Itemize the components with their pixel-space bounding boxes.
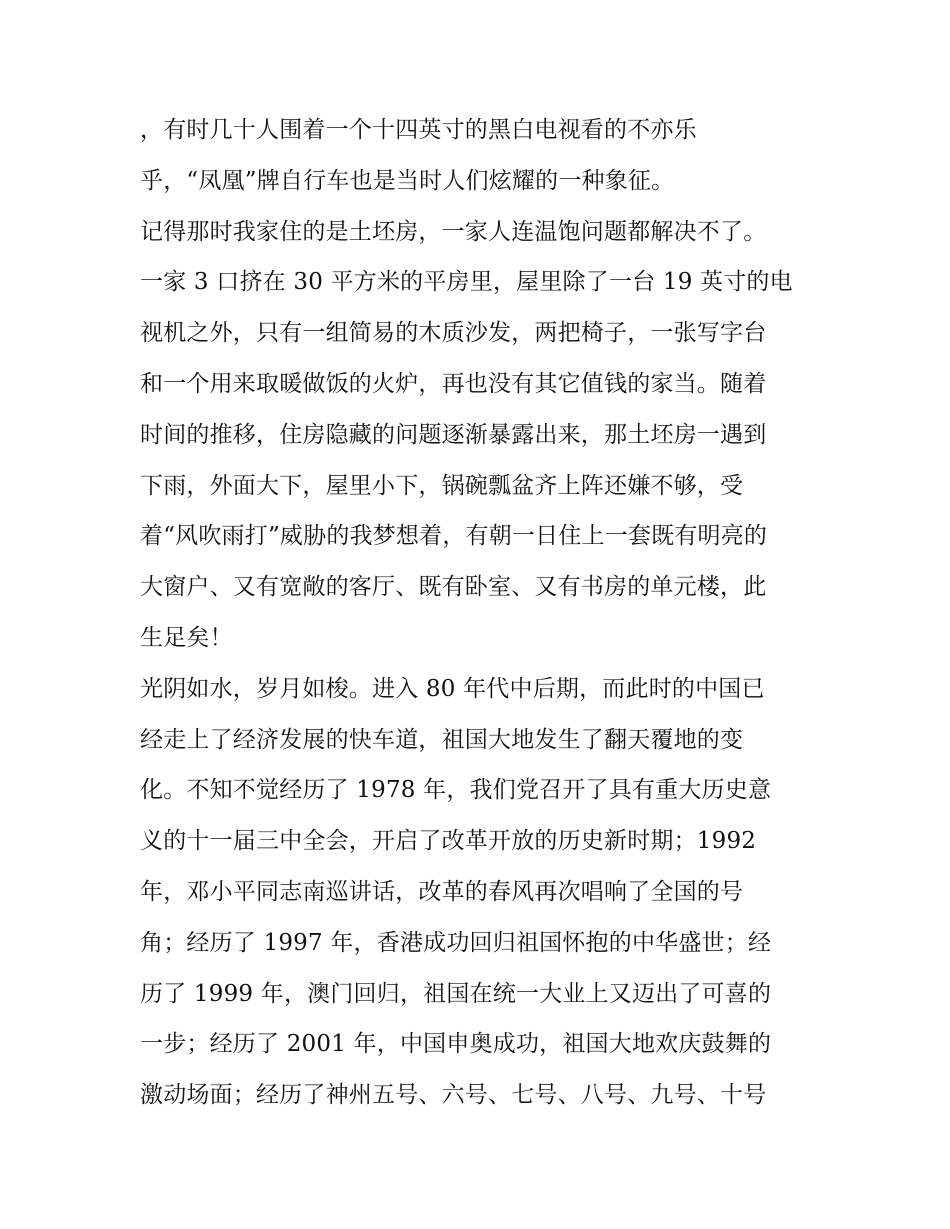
text-line: 着“风吹雨打”威胁的我梦想着，有朝一日住上一套既有明亮的 bbox=[140, 523, 768, 550]
text-line: 和一个用来取暖做饭的火炉，再也没有其它值钱的家当。随着 bbox=[140, 370, 767, 397]
body-text bbox=[140, 105, 830, 1121]
text-line: 激动场面；经历了神州五号、六号、七号、八号、九号、十号 bbox=[140, 1082, 767, 1109]
text-line: 记得那时我家住的是土坯房，一家人连温饱问题都解决不了。 bbox=[140, 218, 767, 245]
text-line: 视机之外，只有一组简易的木质沙发，两把椅子，一张写字台 bbox=[140, 320, 767, 347]
text-line: 义的十一届三中全会，开启了改革开放的历史新时期；1992 bbox=[140, 828, 757, 855]
text-line: 乎，“凤凰”牌自行车也是当时人们炫耀的一种象征。 bbox=[140, 167, 675, 194]
text-line: 角；经历了 1997 年，香港成功回归祖国怀抱的中华盛世；经 bbox=[140, 929, 772, 956]
text-line: 经走上了经济发展的快车道，祖国大地发生了翻天覆地的变 bbox=[140, 726, 744, 753]
text-line: 化。不知不觉经历了 1978 年，我们党召开了具有重大历史意 bbox=[140, 777, 772, 804]
text-line: 一家 3 口挤在 30 平方米的平房里，屋里除了一台 19 英寸的电 bbox=[140, 269, 793, 296]
text-line: 时间的推移，住房隐藏的问题逐渐暴露出来，那土坯房一遇到 bbox=[140, 421, 767, 448]
text-line: 大窗户、又有宽敞的客厅、既有卧室、又有书房的单元楼，此 bbox=[140, 574, 767, 601]
text-line: 光阴如水，岁月如梭。进入 80 年代中后期，而此时的中国已 bbox=[140, 675, 765, 702]
text-line: ，有时几十人围着一个十四英寸的黑白电视看的不亦乐 bbox=[140, 117, 697, 143]
text-line: 年，邓小平同志南巡讲话，改革的春风再次唱响了全国的号 bbox=[140, 878, 744, 905]
text-line: 生足矣！ bbox=[140, 624, 233, 651]
text-line: 一步；经历了 2001 年，中国申奥成功，祖国大地欢庆鼓舞的 bbox=[140, 1031, 772, 1058]
text-line: 下雨，外面大下，屋里小下，锅碗瓢盆齐上阵还嫌不够，受 bbox=[140, 472, 744, 499]
text-line: 历了 1999 年，澳门回归，祖国在统一大业上又迈出了可喜的 bbox=[140, 980, 772, 1007]
